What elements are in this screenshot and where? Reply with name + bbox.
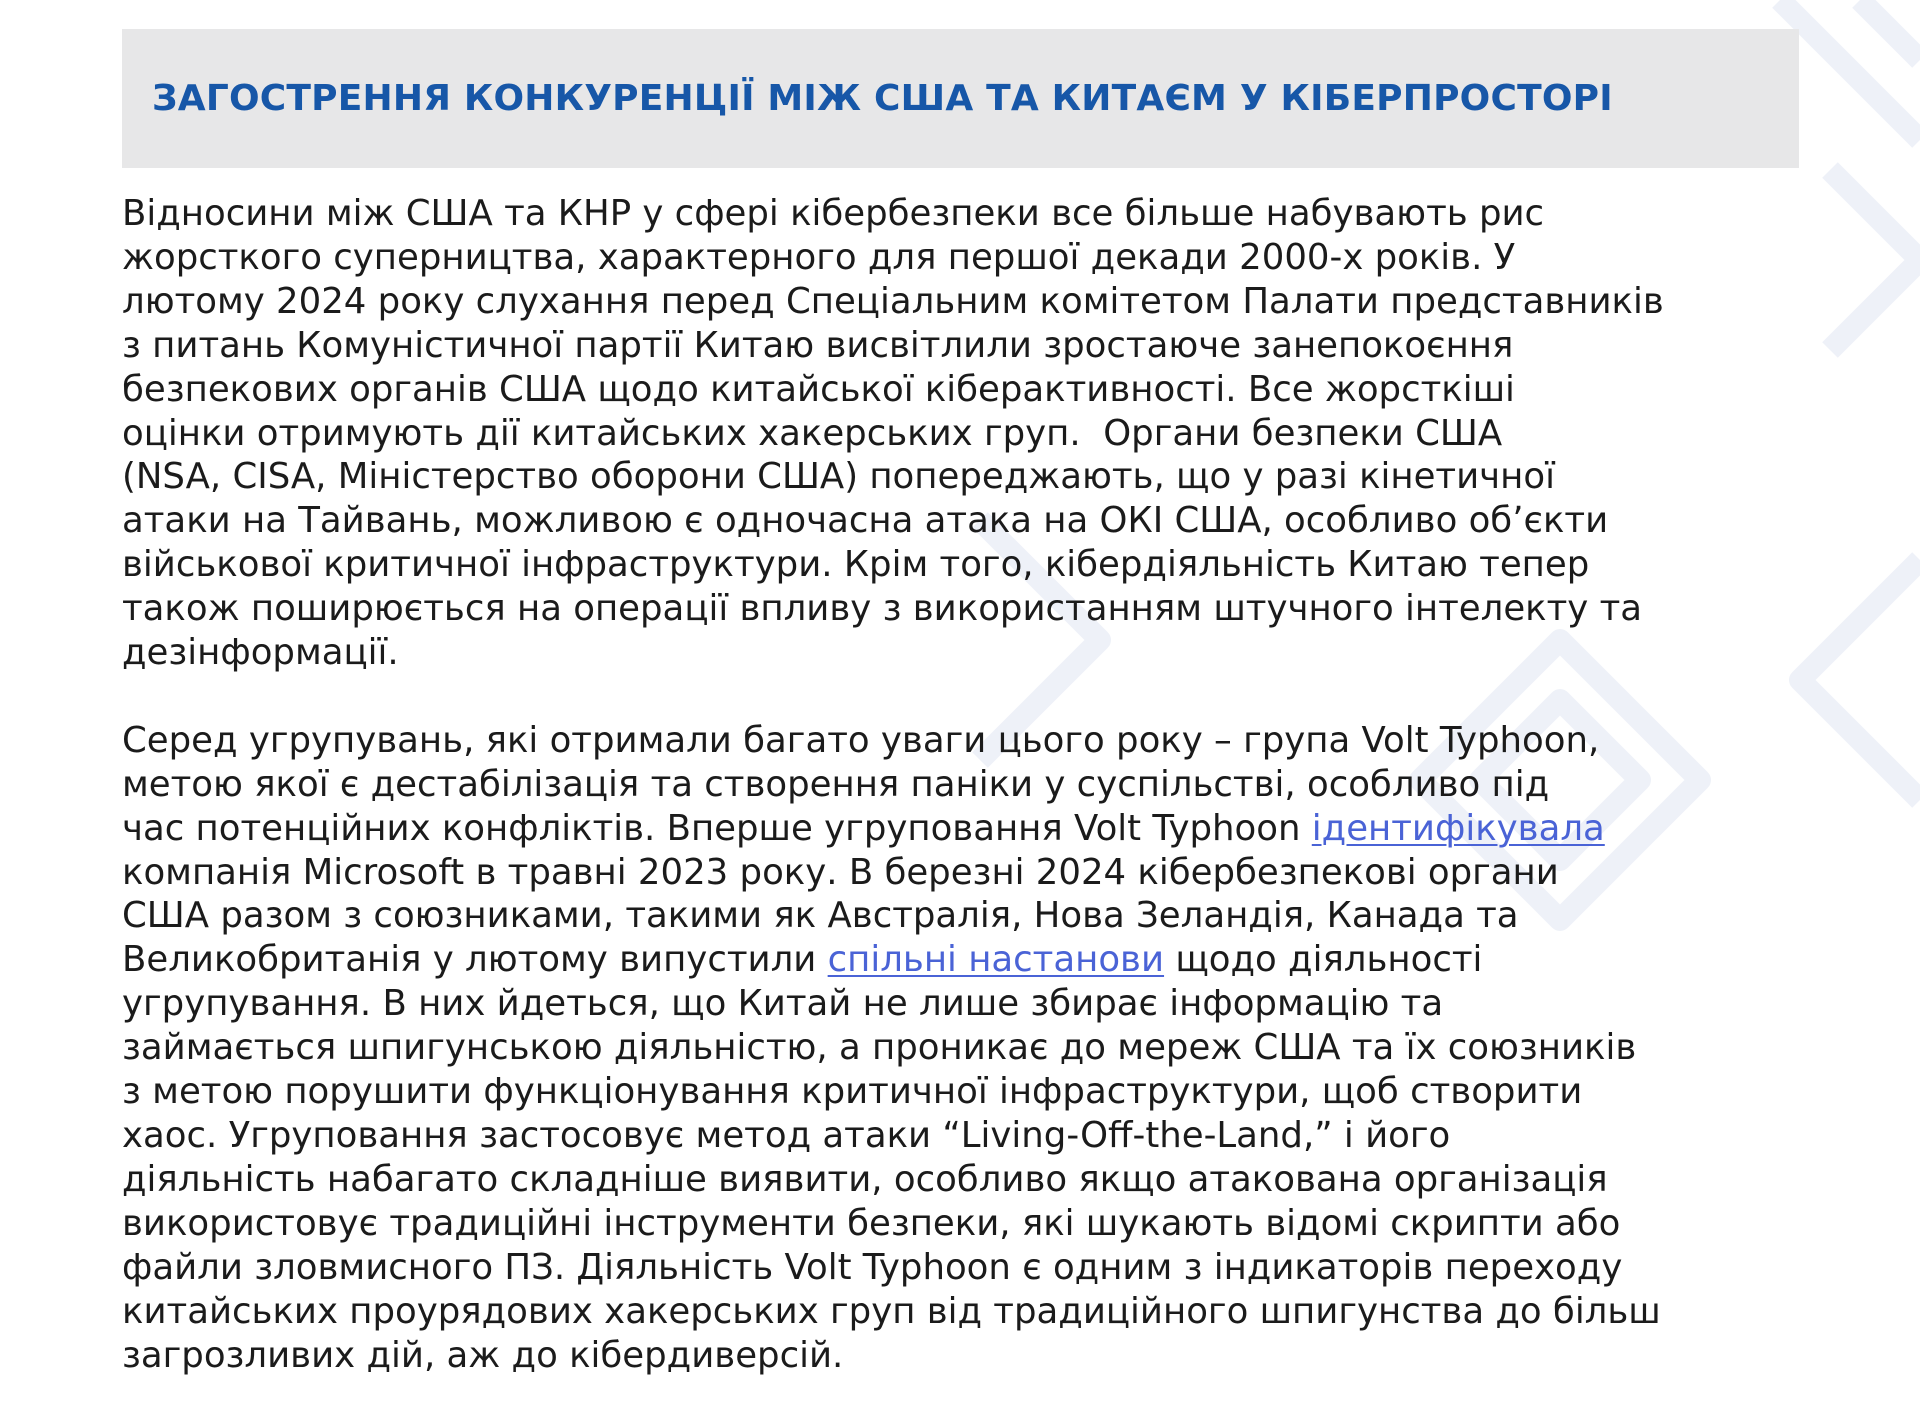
joint-guidance-link[interactable]: спільні настанови <box>827 939 1165 981</box>
text-line: займається шпигунською діяльністю, а проникає до мереж США та їх союзників <box>122 1027 1637 1069</box>
text-line: оцінки отримують дії китайських хакерських груп. Органи безпеки США <box>122 412 1503 454</box>
text-line: діяльність набагато складніше виявити, особливо якщо атакована організація <box>122 1158 1608 1200</box>
text-line-with-link <box>122 938 1802 982</box>
text-fragment: час потенційних конфліктів. Вперше угруповання Volt Typhoon <box>122 807 1312 849</box>
text-line: лютому 2024 року слухання перед Спеціальним комітетом Палати представників <box>122 280 1664 322</box>
text-line: безпекових органів США щодо китайської кіберактивності. Все жорсткіші <box>122 368 1515 410</box>
text-line: з питань Комуністичної партії Китаю висвітлили зростаюче занепокоєння <box>122 324 1514 366</box>
text-line: (NSA, CISA, Міністерство оборони США) попереджають, що у разі кінетичної <box>122 456 1555 498</box>
text-line: загрозливих дій, аж до кібердиверсій. <box>122 1334 844 1376</box>
paragraph-1 <box>122 192 1802 675</box>
text-line: США разом з союзниками, такими як Австралія, Нова Зеландія, Канада та <box>122 895 1519 937</box>
identified-link[interactable]: ідентифікувала <box>1311 807 1605 849</box>
text-line: китайських проурядових хакерських груп від традиційного шпигунства до більш <box>122 1290 1661 1332</box>
text-line-with-link <box>122 807 1802 851</box>
text-line: з метою порушити функціонування критичної інфраструктури, щоб створити <box>122 1071 1583 1113</box>
section-header-banner <box>122 29 1799 168</box>
text-line: метою якої є дестабілізація та створення паніки у суспільстві, особливо під <box>122 763 1550 805</box>
text-fragment: Великобританія у лютому випустили <box>122 939 828 981</box>
section-title: ЗАГОСТРЕННЯ КОНКУРЕНЦІЇ МІЖ США ТА КИТАЄМ У КІБЕРПРОСТОРІ <box>152 78 1613 119</box>
text-line: угрупування. В них йдеться, що Китай не лише збирає інформацію та <box>122 983 1444 1025</box>
text-line: Відносини між США та КНР у сфері кібербезпеки все більше набувають рис <box>122 193 1545 234</box>
text-line: Серед угрупувань, які отримали багато уваги цього року – група Volt Typhoon, <box>122 719 1600 761</box>
article-body <box>122 192 1802 1421</box>
text-line: компанія Microsoft в травні 2023 року. В березні 2024 кібербезпекові органи <box>122 851 1559 893</box>
paragraph-2 <box>122 719 1802 1378</box>
text-line: військової критичної інфраструктури. Крім того, кібердіяльність Китаю тепер <box>122 544 1590 586</box>
text-line: файли зловмисного ПЗ. Діяльність Volt Typhoon є одним з індикаторів переходу <box>122 1246 1623 1288</box>
text-line: атаки на Тайвань, можливою є одночасна атака на ОКІ США, особливо об’єкти <box>122 500 1609 542</box>
text-line: також поширюється на операції впливу з використанням штучного інтелекту та <box>122 588 1643 630</box>
text-line: хаос. Угруповання застосовує метод атаки “Living-Off-the-Land,” і його <box>122 1115 1451 1157</box>
text-line: жорсткого суперництва, характерного для першої декади 2000-х років. У <box>122 236 1516 278</box>
text-line: використовує традиційні інструменти безпеки, які шукають відомі скрипти або <box>122 1202 1621 1244</box>
text-line: дезінформації. <box>122 632 399 674</box>
text-fragment: щодо діяльності <box>1164 939 1483 981</box>
